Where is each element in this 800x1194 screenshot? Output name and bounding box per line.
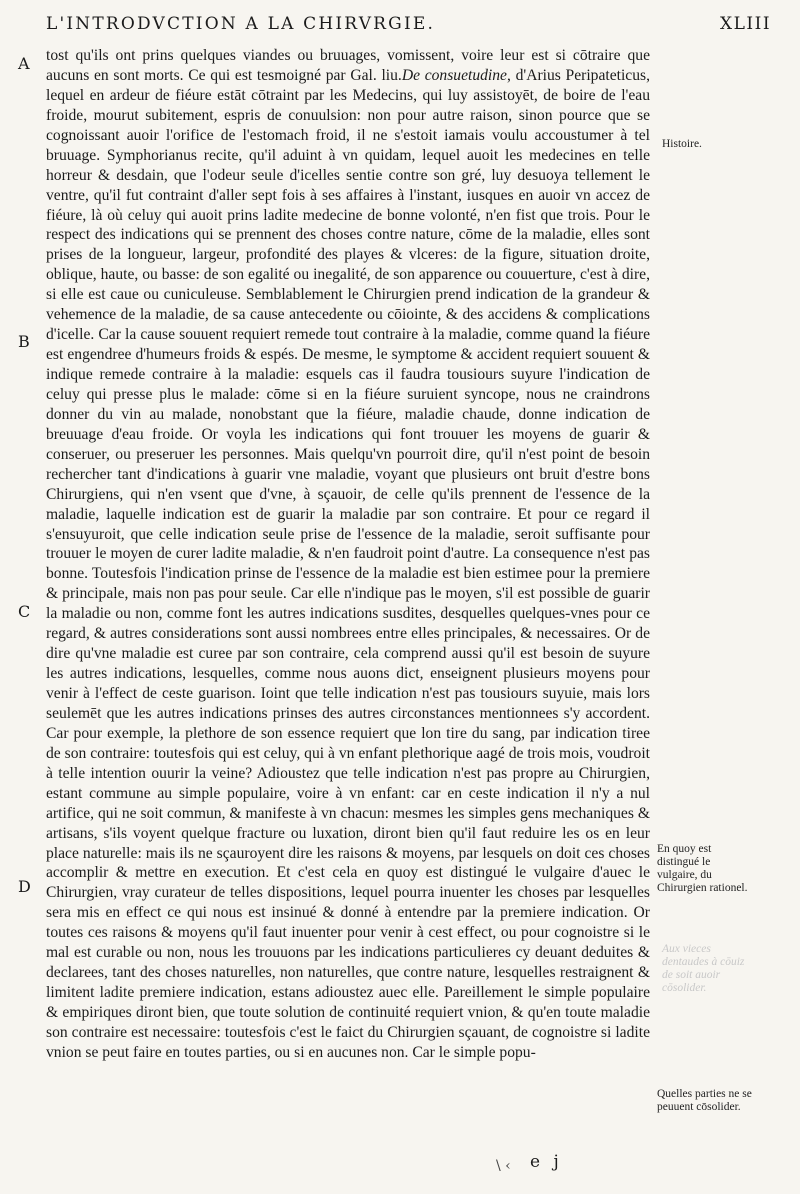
margin-letter-b: B xyxy=(18,332,30,351)
side-note-quelles-parties: Quelles parties ne se peuuent cōsolider. xyxy=(657,1088,752,1113)
body-text-part1: tost qu'ils ont prins quelques viandes ou bruuages, vomissent, voire leur est si cōtraire que aucuns en sont morts. Ce qui est tesmoigné par Gal. liu. xyxy=(46,47,650,84)
margin-letter-a: A xyxy=(18,54,30,73)
signature-mark: e j xyxy=(530,1152,563,1172)
running-title: L'INTRODVCTION A LA CHIRVRGIE. xyxy=(46,14,436,34)
side-note-histoire: Histoire. xyxy=(662,138,702,150)
main-text-block xyxy=(46,46,650,1063)
body-text-part2: , d'Arius Peripateticus, lequel en ardeur de fiéure estāt cōtraint par les Medecins, qui luy assistoyēt, de boire de l'eau froide, mourut subitement, espris de conuulsion: non pour autre raison, sinon pource que se cognoissant auoir l'orifice de l'estomach froid, il ne s'estoit iamais voulu accoustumer à tel bruuage. Symphorianus recite, qu'il aduint à vn quidam, lequel auoit les medecines en telle horreur & desdain, que l'odeur seule d'icelles sentie contre son gré, luy desuoya tellement le ventre, qu'il fut contraint d'aller sept fois à ses affaires à l'instant, iusques en auoir vn accez de fiéure, là où celuy qui auoit prins ladite medecine de bonne volonté, n'en fist que trois. Pour le respect des indications qui se prennent des choses contre nature, cōme de la maladie, elles sont prises de la longueur, largeur, profondité des playes & vlceres: de la figure, situation droite, oblique, haute, ou basse: de son egalité ou inegalité, de son apparence ou couuerture, c'est à dire, si elle est caue ou cuniculeuse. Semblablement le Chirurgien prend indication de la grandeur & vehemence de la maladie, de sa cause antecedente ou cōiointe, & des accidens & complications d'icelle. Car la cause souuent requiert remede tout contraire à la maladie, comme quand la fiéure est engendree d'humeurs froids & espés. De mesme, le symptome & accident requiert souuent & indique remede contraire à la maladie: esquels cas il faudra tousiours suyure l'indication de celuy qui presse plus le malade: cōme si en la fiéure suruient syncope, nous ne craindrons donner du vin au malade, nonobstant que la fiéure, maladie chaude, donne indication de breuuage d'eau froide. Or voyla les indications qui font trouuer les moyens de guarir & conseruer, ou preseruer les personnes. Mais quelqu'vn pourroit dire, qu'il n'est point de besoin rechercher tant d'indications à guarir vne maladie, voyant que plusieurs ont bruit d'estre bons Chirurgiens, qui n'en vsent que d'vne, à sçauoir, de celle qu'ils prennent de l'essence de la maladie, laquelle indication est de guarir la maladie par son contraire. Et pour ce regard il s'ensuyuroit, que celle indication seule prise de l'essence de la maladie, seroit suffisante pour trouuer le moyen de curer ladite maladie, & n'en faudroit point d'autre. La consequence n'est pas bonne. Toutesfois l'indication prinse de l'essence de la maladie est bien estimee pour la premiere & principale, mais non pas pour seule. Car elle n'indique pas le moyen, s'il est possible de guarir la maladie ou non, comme font les autres indications susdites, desquelles quelques-vnes pour ce regard, & autres considerations sont aussi nombrees entre elles principales, & necessaires. Or de dire qu'vne maladie est curee par son contraire, cela comprend aussi qu'il est besoin de suyure les autres indications, lesquelles, comme nous auons dict, enseignent plusieurs moyens pour venir à l'effect de ceste guarison. Ioint que telle indication n'est pas tousiours suyuie, mais lors seulemēt que les autres indications prinses des autres circonstances mentionnees s'y accordent. Car pour exemple, la plethore de son essence requiert que lon tire du sang, par indication tiree de son contraire: toutesfois qui est celuy, qui à vn enfant plethorique aagé de trois mois, voudroit à telle intention ouurir la veine? Adioustez que telle indication n'est pas propre au Chirurgien, estant commune au simple populaire, voire à vn enfant: car en ceste indication il n'y a nul artifice, qui ne soit commun, & manifeste à vn chacun: mesmes les simples gens mechaniques & artisans, s'ils voyent quelque fracture ou luxation, diront bien qu'il faut reduire les os en leur place naturelle: mais ils ne sçauroyent dire les raisons & moyens, par lesquels on doit ces choses accomplir & mettre en execution. Et c'est cela en quoy est distingué le vulgaire d'auec le Chirurgien, vray curateur de telles dispositions, lequel pourra inuenter les choses par lesquelles sera mis en effect ce qui nous est insinué & donné à entendre par la premiere indication. Or toutes ces raisons & moyens qu'il faut inuenter pour venir à cest effect, ou pour cognoistre si le mal est curable ou non, nous les trouuons par les indications particulieres cy deuant deduites & declarees, tant des choses naturelles, non naturelles, que contre nature, lesquelles restraignent & limitent ladite premiere indication, estans adioustez auec elle. Pareillement le simple populaire & empiriques diront bien, que toute solution de continuité requiert vnion, & qu'en toute maladie son contraire est necessaire: toutesfois c'est le faict du Chirurgien sçauant, de cognoistre si ladite vnion se peut faire en toutes parties, ou si en aucunes non. Car le simple popu- xyxy=(46,66,650,1061)
margin-letter-c: C xyxy=(18,602,31,621)
folio-number: XLIII xyxy=(720,14,772,34)
margin-letter-d: D xyxy=(18,877,31,896)
side-note-en-quoy: En quoy est distingué le vulgaire, du Chirurgien rationel. xyxy=(657,843,748,894)
stray-ink-marks: \ ‹ xyxy=(496,1158,511,1174)
italic-reference: De consuetudine xyxy=(401,66,507,84)
side-note-faded-bleed: Aux vieces dentaudes à cōuiz de soit auoir cōsolider. xyxy=(662,943,745,994)
